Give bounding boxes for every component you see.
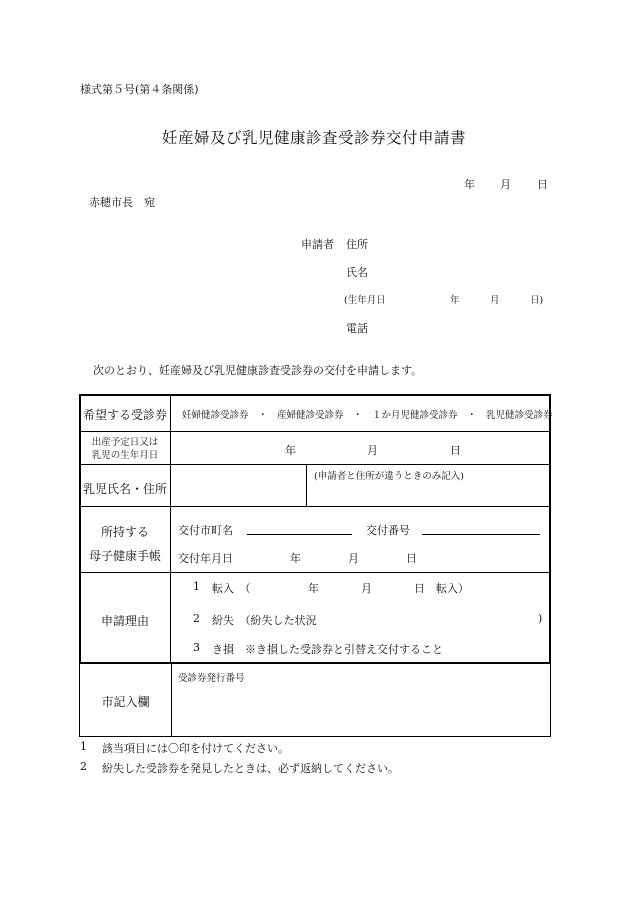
- infant-label: 乳児氏名・住所: [82, 482, 167, 496]
- reason-3-text[interactable]: き損 ※き損した受診券と引替え交付すること: [212, 643, 443, 656]
- reason-1-day: 日 転入）: [414, 582, 469, 595]
- reason-1-year: 年: [308, 582, 319, 595]
- voucher-issue-number-label: 受診券発行番号: [178, 673, 245, 684]
- address-label: 住所: [346, 238, 368, 251]
- office-right: [550, 662, 551, 736]
- due-year: 年: [285, 444, 296, 457]
- addressee: 赤穂市長 宛: [89, 196, 155, 209]
- handbook-label-line-2: 母子健康手帳: [88, 549, 161, 563]
- reason-2-text[interactable]: 紛失 （紛失した状況: [212, 614, 317, 627]
- note-2-text: 紛失した受診券を発見したときは、必ず返納してください。: [102, 762, 399, 775]
- birth-month: 月: [490, 295, 500, 306]
- due-month: 月: [367, 444, 378, 457]
- date-year: 年: [464, 178, 475, 191]
- office-bottom: [79, 736, 551, 737]
- reason-1-number: 1: [193, 580, 200, 593]
- row-divider: [80, 431, 550, 432]
- reason-1-month: 月: [361, 582, 372, 595]
- column-divider: [170, 396, 171, 662]
- reason-2-close: ): [538, 612, 543, 625]
- issue-number-field[interactable]: [422, 522, 540, 535]
- birth-close: 日): [530, 295, 544, 306]
- note-1-text: 該当項目には〇印を付けてください。: [102, 742, 289, 755]
- infant-note: (申請者と住所が違うときのみ記入): [314, 471, 464, 482]
- name-label: 氏名: [346, 266, 368, 279]
- row-divider: [80, 464, 550, 465]
- due-day: 日: [450, 444, 461, 457]
- applicant-label: 申請者: [301, 238, 334, 251]
- page-title: 妊産婦及び乳児健康診査受診券交付申請書: [162, 129, 467, 147]
- reason-2-number: 2: [193, 612, 200, 625]
- birth-open: (生年月日: [344, 295, 386, 306]
- issue-date-label: 交付年月日: [178, 552, 233, 565]
- office-label: 市記入欄: [101, 695, 150, 709]
- handbook-label: [80, 520, 170, 568]
- phone-label: 電話: [346, 322, 368, 335]
- reason-label: 申請理由: [100, 614, 149, 628]
- note-1-number: 1: [80, 740, 87, 753]
- issuing-city-field[interactable]: [247, 522, 352, 535]
- date-month: 月: [500, 178, 511, 191]
- issue-month: 月: [348, 552, 359, 565]
- reason-1-text[interactable]: 転入 （: [212, 582, 251, 595]
- office-divider: [171, 662, 172, 736]
- due-label: [80, 436, 170, 462]
- desired-options[interactable]: 妊婦健診受診券 ・ 産婦健診受診券 ・ １か月児健診受診券 ・ 乳児健診受診券: [182, 410, 553, 421]
- reason-3-number: 3: [193, 641, 200, 654]
- issue-day: 日: [406, 552, 417, 565]
- infant-divider: [306, 465, 307, 506]
- due-label-line-2: 乳児の生年月日: [91, 450, 159, 461]
- date-day: 日: [537, 178, 548, 191]
- desired-label: 希望する受診券: [82, 408, 167, 422]
- row-divider: [80, 506, 550, 507]
- form-number: 様式第５号(第４条関係): [80, 83, 199, 96]
- note-2-number: 2: [80, 760, 87, 773]
- statement: 次のとおり、妊産婦及び乳児健康診査受診券の交付を申請します。: [93, 364, 423, 377]
- due-label-line-1: 出産予定日又は: [91, 437, 159, 448]
- issue-year: 年: [290, 552, 301, 565]
- handbook-label-line-1: 所持する: [100, 525, 149, 539]
- birth-year: 年: [450, 295, 460, 306]
- issue-number-label: 交付番号: [366, 524, 410, 537]
- row-divider: [80, 572, 550, 573]
- issuing-city-label: 交付市町名: [178, 524, 233, 537]
